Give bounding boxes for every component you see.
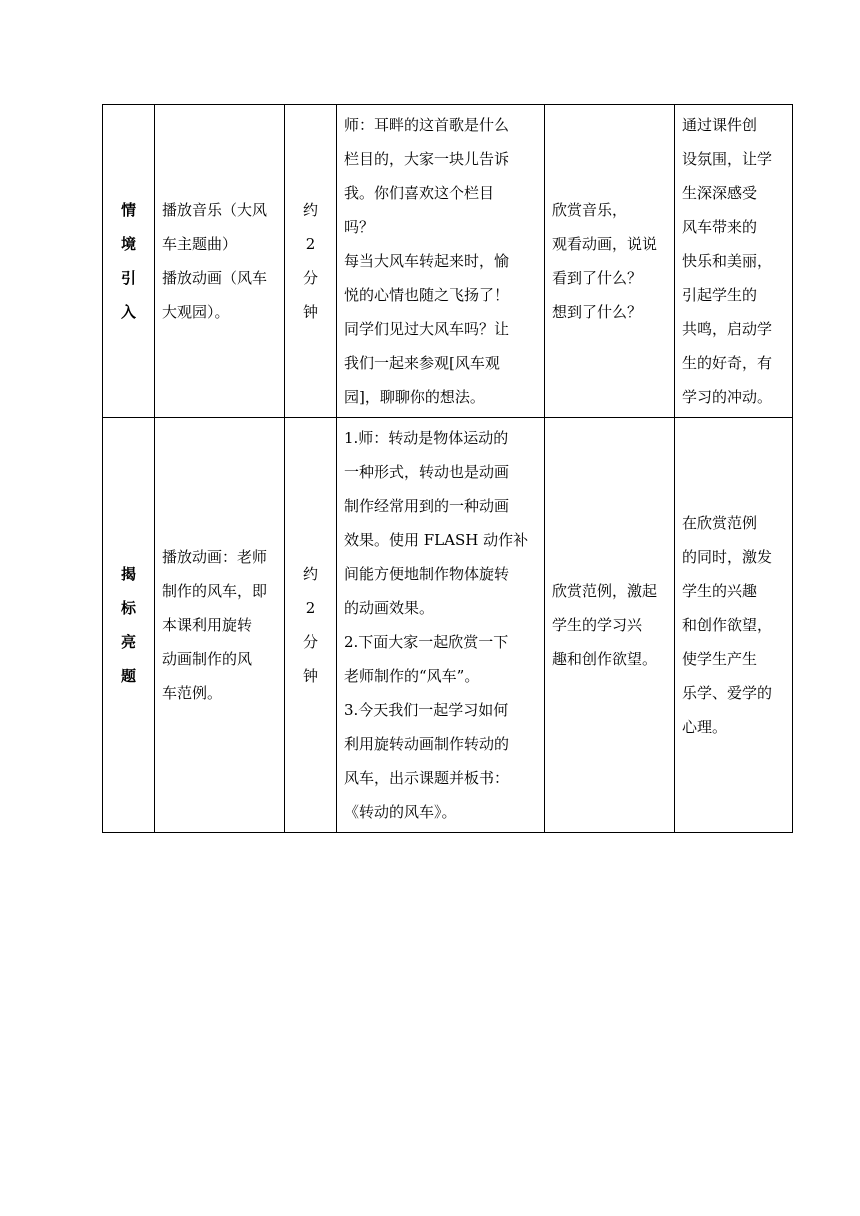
- student-line: 观看动画，说说: [552, 235, 658, 253]
- teacher-line: 我。你们喜欢这个栏目: [344, 184, 495, 202]
- time-cell: [285, 418, 337, 833]
- teacher-line: 2.下面大家一起欣赏一下: [344, 633, 509, 651]
- time-char: 分: [302, 269, 318, 287]
- stage-char: 亮: [120, 633, 136, 651]
- time-char: 钟: [302, 667, 318, 685]
- stage-char: 标: [120, 599, 136, 617]
- intent-line: 通过课件创: [682, 116, 758, 134]
- teacher-activity-cell: [337, 418, 545, 833]
- teacher-activity-cell: [337, 105, 545, 418]
- intent-line: 乐学、爱学的: [682, 684, 773, 702]
- activity-line: 播放音乐（大风: [162, 201, 268, 219]
- intent-line: 和创作欲望，: [682, 616, 773, 634]
- intent-line: 在欣赏范例: [682, 514, 758, 532]
- teacher-line: 每当大风车转起来时，愉: [344, 252, 510, 270]
- lesson-plan-table: [102, 104, 793, 833]
- stage-cell: [103, 105, 155, 418]
- intent-line: 学生的兴趣: [682, 582, 758, 600]
- stage-char: 境: [120, 235, 136, 253]
- table-row: [103, 418, 793, 833]
- teacher-line: 园]，聊聊你的想法。: [344, 388, 485, 406]
- stage-char: 入: [120, 303, 136, 321]
- teacher-line: 悦的心情也随之飞扬了！: [344, 286, 510, 304]
- teacher-line: 的动画效果。: [344, 599, 435, 617]
- time-char: 约: [302, 565, 318, 583]
- activity-cell: [155, 418, 285, 833]
- intent-line: 风车带来的: [682, 218, 758, 236]
- teacher-line: 吗？: [344, 218, 375, 236]
- time-char: 2: [305, 235, 316, 253]
- intent-line: 快乐和美丽，: [682, 252, 773, 270]
- teacher-line: 《转动的风车》。: [344, 803, 457, 821]
- stage-char: 引: [120, 269, 136, 287]
- intent-line: 的同时，激发: [682, 548, 773, 566]
- intent-line: 设氛围，让学: [682, 150, 773, 168]
- stage-cell: [103, 418, 155, 833]
- activity-line: 车主题曲）: [162, 235, 238, 253]
- teacher-line: 同学们见过大风车吗？让: [344, 320, 510, 338]
- teacher-line: 栏目的，大家一块儿告诉: [344, 150, 510, 168]
- intent-line: 心理。: [682, 718, 728, 736]
- activity-cell: [155, 105, 285, 418]
- table-row: [103, 105, 793, 418]
- student-activity-cell: [545, 105, 675, 418]
- time-char: 2: [305, 599, 316, 617]
- intent-line: 引起学生的: [682, 286, 758, 304]
- teacher-line: 我们一起来参观[风车观: [344, 354, 500, 372]
- activity-line: 本课利用旋转: [162, 616, 253, 634]
- intent-line: 生深深感受: [682, 184, 758, 202]
- teacher-line: 效果。使用 FLASH 动作补: [344, 531, 529, 549]
- activity-line: 动画制作的风: [162, 650, 253, 668]
- student-line: 看到了什么？: [552, 269, 643, 287]
- time-char: 约: [302, 201, 318, 219]
- activity-line: 大观园）。: [162, 303, 230, 321]
- student-line: 学生的学习兴: [552, 616, 643, 634]
- activity-line: 播放动画：老师: [162, 548, 268, 566]
- intent-line: 使学生产生: [682, 650, 758, 668]
- activity-line: 车范例。: [162, 684, 223, 702]
- activity-line: 制作的风车，即: [162, 582, 268, 600]
- teacher-line: 风车，出示课题并板书：: [344, 769, 510, 787]
- time-cell: [285, 105, 337, 418]
- time-char: 分: [302, 633, 318, 651]
- student-line: 欣赏音乐，: [552, 201, 628, 219]
- teacher-line: 间能方便地制作物体旋转: [344, 565, 510, 583]
- design-intent-cell: [675, 418, 793, 833]
- stage-char: 题: [120, 667, 136, 685]
- time-char: 钟: [302, 303, 318, 321]
- student-line: 欣赏范例，激起: [552, 582, 658, 600]
- intent-line: 生的好奇，有: [682, 354, 773, 372]
- activity-line: 播放动画（风车: [162, 269, 268, 287]
- student-line: 想到了什么？: [552, 303, 643, 321]
- stage-char: 情: [120, 201, 136, 219]
- teacher-line: 1.师：转动是物体运动的: [344, 429, 509, 447]
- teacher-line: 利用旋转动画制作转动的: [344, 735, 510, 753]
- intent-line: 学习的冲动。: [682, 388, 773, 406]
- stage-char: 揭: [120, 565, 136, 583]
- teacher-line: 师：耳畔的这首歌是什么: [344, 116, 510, 134]
- student-activity-cell: [545, 418, 675, 833]
- student-line: 趣和创作欲望。: [552, 650, 658, 668]
- intent-line: 共鸣，启动学: [682, 320, 773, 338]
- teacher-line: 老师制作的“风车”。: [344, 667, 480, 685]
- teacher-line: 3.今天我们一起学习如何: [344, 701, 509, 719]
- design-intent-cell: [675, 105, 793, 418]
- teacher-line: 一种形式，转动也是动画: [344, 463, 510, 481]
- teacher-line: 制作经常用到的一种动画: [344, 497, 510, 515]
